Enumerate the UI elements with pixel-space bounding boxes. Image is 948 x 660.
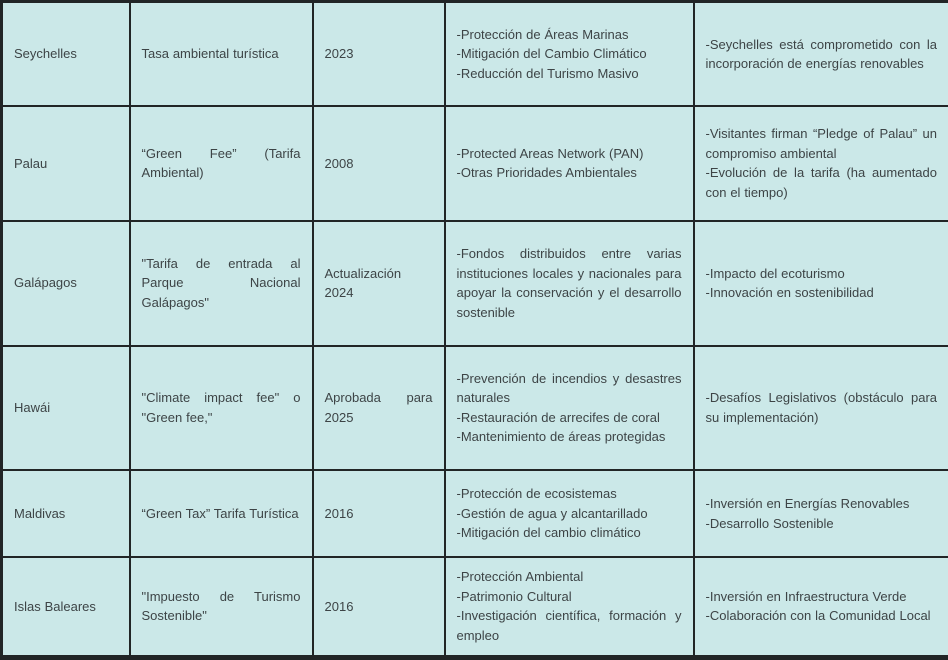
cell-purposes	[445, 221, 694, 346]
bullet-line: -Desarrollo Sostenible	[705, 515, 834, 531]
bullet-line: -Visitantes firman “Pledge of Palau” un compromiso ambiental	[705, 126, 937, 161]
cell-place: Hawái	[2, 346, 130, 471]
bullet-line: -Fondos distribuidos entre varias instituciones locales y nacionales para apoyar la conservación y el desarrollo sostenible	[456, 246, 682, 320]
cell-place: Galápagos	[2, 221, 130, 346]
cell-place: Seychelles	[2, 2, 130, 107]
table-row	[2, 2, 948, 107]
table-row	[2, 346, 948, 471]
bullet-line: -Evolución de la tarifa (ha aumentado con el tiempo)	[705, 165, 937, 200]
cell-purposes	[445, 470, 694, 557]
table-row	[2, 557, 948, 658]
cell-place: Palau	[2, 106, 130, 221]
cell-year: 2023	[313, 2, 445, 107]
cell-place: Islas Baleares	[2, 557, 130, 658]
bullet-line: -Impacto del ecoturismo	[705, 265, 845, 281]
bullet-line: -Restauración de arrecifes de coral	[456, 409, 660, 425]
bullet-line: -Innovación en sostenibilidad	[705, 285, 874, 301]
cell-year: 2016	[313, 470, 445, 557]
cell-tax-name: "Impuesto de Turismo Sostenible"	[130, 557, 313, 658]
cell-notes	[694, 221, 948, 346]
bullet-line: -Otras Prioridades Ambientales	[456, 165, 637, 181]
cell-year: Aprobada para 2025	[313, 346, 445, 471]
bullet-line: -Desafíos Legislativos (obstáculo para su implementación)	[705, 390, 937, 425]
cell-tax-name: “Green Tax” Tarifa Turística	[130, 470, 313, 557]
cell-purposes	[445, 346, 694, 471]
bullet-line: -Mitigación del Cambio Climático	[456, 46, 647, 62]
cell-tax-name: "Climate impact fee" o "Green fee,"	[130, 346, 313, 471]
cell-notes	[694, 557, 948, 658]
bullet-line: -Inversión en Infraestructura Verde	[705, 588, 907, 604]
bullet-line: -Prevención de incendios y desastres naturales	[456, 370, 682, 406]
bullet-line: -Mitigación del cambio climático	[456, 525, 641, 541]
table-row	[2, 470, 948, 557]
cell-tax-name: "Tarifa de entrada al Parque Nacional Galápagos"	[130, 221, 313, 346]
cell-purposes	[445, 557, 694, 658]
cell-notes	[694, 346, 948, 471]
bullet-line: -Seychelles está comprometido con la incorporación de energías renovables	[705, 36, 937, 72]
bullet-line: -Protección Ambiental	[456, 569, 584, 585]
bullet-line: -Protección de ecosistemas	[456, 486, 617, 502]
table-row	[2, 106, 948, 221]
bullet-line: -Gestión de agua y alcantarillado	[456, 505, 648, 521]
cell-place: Maldivas	[2, 470, 130, 557]
bullet-line: -Colaboración con la Comunidad Local	[705, 608, 931, 624]
bullet-line: -Protección de Áreas Marinas	[456, 26, 629, 42]
cell-purposes	[445, 2, 694, 107]
bullet-line: -Mantenimiento de áreas protegidas	[456, 429, 666, 445]
bullet-line: -Investigación científica, formación y empleo	[456, 608, 682, 643]
bullet-line: -Inversión en Energías Renovables	[705, 496, 910, 512]
bullet-line: -Patrimonio Cultural	[456, 588, 572, 604]
cell-purposes	[445, 106, 694, 221]
cell-year: Actualización 2024	[313, 221, 445, 346]
cell-notes	[694, 2, 948, 107]
cell-year: 2008	[313, 106, 445, 221]
cell-year: 2016	[313, 557, 445, 658]
cell-notes	[694, 106, 948, 221]
cell-notes	[694, 470, 948, 557]
table-row	[2, 221, 948, 346]
bullet-line: -Protected Areas Network (PAN)	[456, 145, 644, 161]
cell-tax-name: Tasa ambiental turística	[130, 2, 313, 107]
cell-tax-name: “Green Fee” (Tarifa Ambiental)	[130, 106, 313, 221]
bullet-line: -Reducción del Turismo Masivo	[456, 65, 639, 81]
